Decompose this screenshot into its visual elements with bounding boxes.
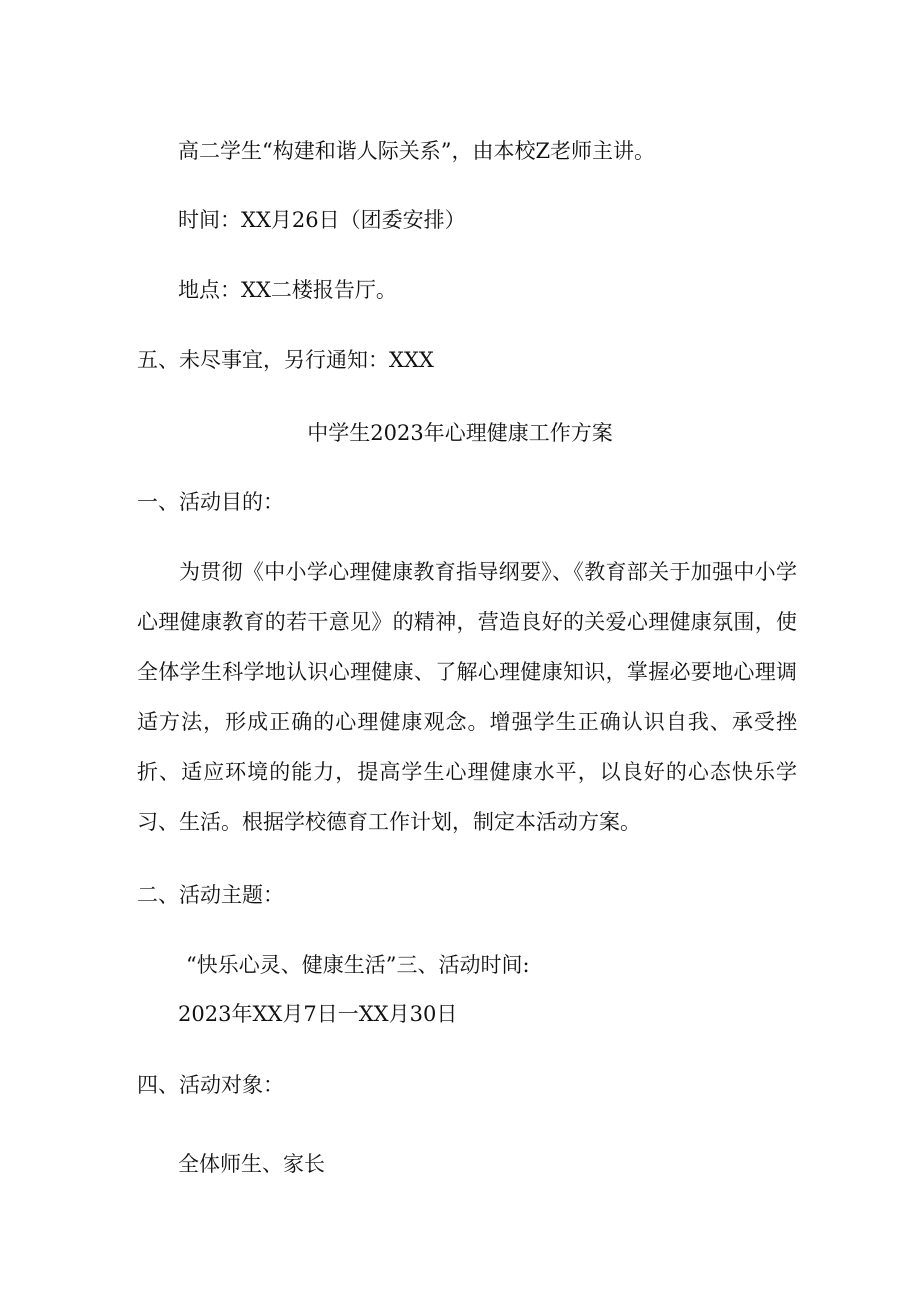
text-line-time: 时间：XX月26日（团委安排）	[178, 208, 466, 232]
section-heading-target: 四、活动对象：	[137, 1073, 284, 1097]
activity-time-line: 2023年XX月7日一XX月30日	[178, 1002, 458, 1026]
text-line-speaker: 高二学生“构建和谐人际关系”，由本校Z老师主讲。	[178, 139, 656, 163]
theme-line: “快乐心灵、健康生活”三、活动时间:	[186, 953, 530, 977]
section-heading-purpose: 一、活动目的：	[137, 490, 284, 514]
purpose-paragraph: 为贯彻《中小学心理健康教育指导纲要》、《教育部关于加强中小学心理健康教育的若干意见》的精神，营造良好的关爱心理健康氛围，使全体学生科学地认识心理健康、了解心理健康知识，掌握必要地心理调适方法，形成正确的心理健康观念。增强学生正确认识自我、承受挫折、适应环境的能力，提高学生心理健康水平，以良好的心态快乐学习、生活。根据学校德育工作计划，制定本活动方案。	[137, 560, 797, 834]
text-line-location: 地点：XX二楼报告厅。	[178, 278, 397, 302]
text-line-section-five: 五、未尽事宜，另行通知：XXX	[137, 348, 434, 372]
section-heading-theme: 二、活动主题：	[137, 883, 284, 907]
document-title: 中学生2023年心理健康工作方案	[307, 421, 613, 445]
target-audience-line: 全体师生、家长	[178, 1152, 325, 1176]
